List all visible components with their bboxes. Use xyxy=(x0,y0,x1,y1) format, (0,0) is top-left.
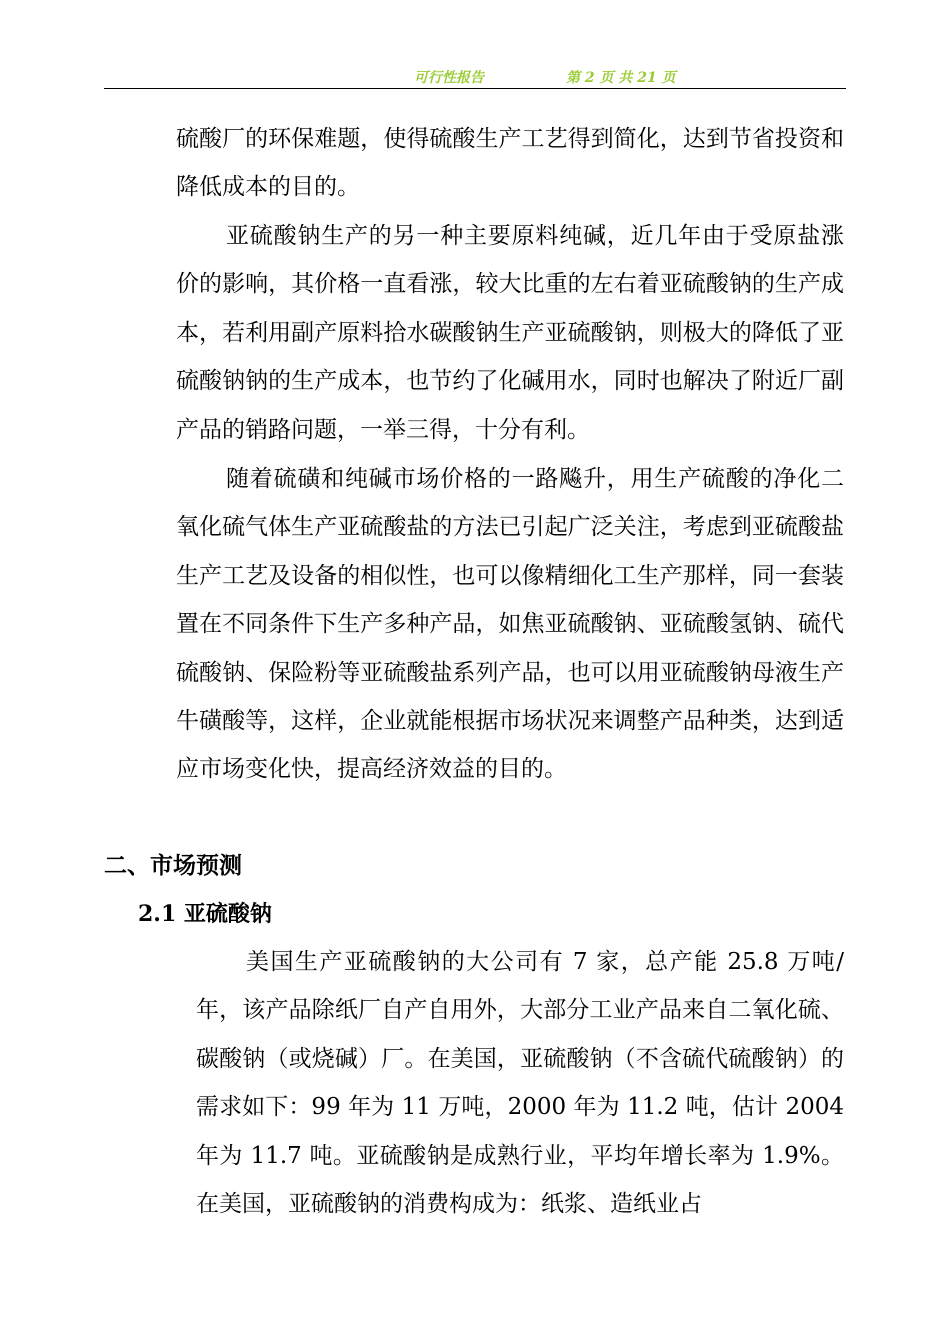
header-page-number: 第 2 页 共 21 页 xyxy=(566,70,676,86)
header-title: 可行性报告 xyxy=(414,70,484,86)
section-heading: 二、市场预测 xyxy=(104,852,242,879)
page-header xyxy=(104,64,846,89)
paragraph-4: 美国生产亚硫酸钠的大公司有 7 家，总产能 25.8 万吨/年，该产品除纸厂自产自用外，大部分工业产品来自二氧化硫、碳酸钠（或烧碱）厂。在美国，亚硫酸钠（不含硫代硫酸钠）的需求如下：99 年为 11 万吨，2000 年为 11.2 吨，估计 2004 年为 11.7 吨。亚硫酸钠是成熟行业，平均年增长率为 1.9%。在美国，亚硫酸钠的消费构成为：纸浆、造纸业占 xyxy=(196,949,844,1218)
paragraph-3: 随着硫磺和纯碱市场价格的一路飚升，用生产硫酸的净化二氧化硫气体生产亚硫酸盐的方法已引起广泛关注，考虑到亚硫酸盐生产工艺及设备的相似性，也可以像精细化工生产那样，同一套装置在不同条件下生产多种产品，如焦亚硫酸钠、亚硫酸氢钠、硫代硫酸钠、保险粉等亚硫酸盐系列产品，也可以用亚硫酸钠母液生产牛磺酸等，这样，企业就能根据市场状况来调整产品种类，达到适应市场变化快，提高经济效益的目的。 xyxy=(176,466,844,783)
paragraph-1: 硫酸厂的环保难题，使得硫酸生产工艺得到简化，达到节省投资和降低成本的目的。 xyxy=(176,126,844,201)
paragraph-2: 亚硫酸钠生产的另一种主要原料纯碱，近几年由于受原盐涨价的影响，其价格一直看涨，较大比重的左右着亚硫酸钠的生产成本，若利用副产原料拾水碳酸钠生产亚硫酸钠，则极大的降低了亚硫酸钠钠的生产成本，也节约了化碱用水，同时也解决了附近厂副产品的销路问题，一举三得，十分有利。 xyxy=(176,223,844,443)
subsection-heading: 2.1 亚硫酸钠 xyxy=(138,901,272,927)
